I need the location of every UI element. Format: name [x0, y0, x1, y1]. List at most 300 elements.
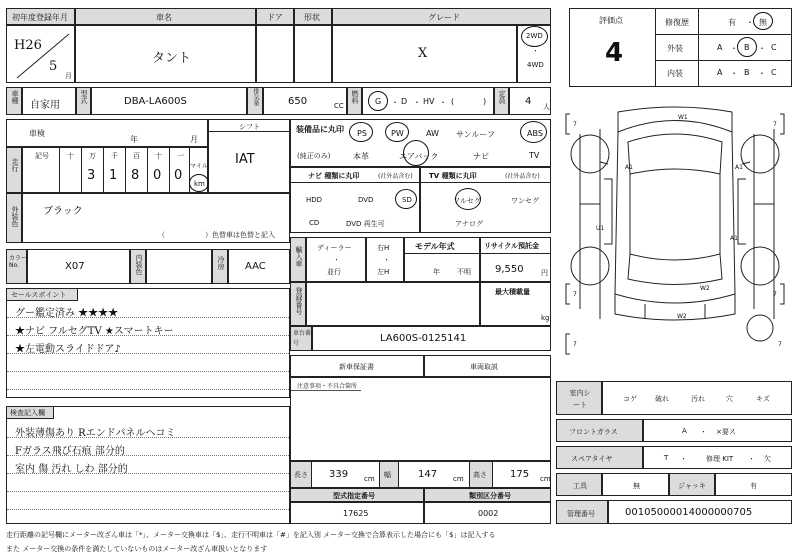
max-load-cell — [480, 282, 551, 326]
roof-pillars — [630, 174, 720, 254]
glass-label: フロントガラス — [569, 428, 618, 436]
label-w2-bottom: W2 — [677, 313, 687, 320]
category-value: 自家用 — [30, 100, 60, 111]
mileage-symbol-label: 記号 — [35, 152, 49, 160]
spare-dot2: ・ — [748, 455, 755, 463]
rule — [7, 389, 289, 390]
seat-kizu: キズ — [756, 395, 770, 403]
class-no-header — [424, 488, 551, 502]
color-value: ブラック — [43, 206, 83, 217]
tv-oneseg: ワンセグ — [511, 197, 539, 205]
height-header — [469, 462, 493, 487]
footer-line-1: 走行距離の記号欄にメーター改ざん車は「*」、メーター交換車は「$」、走行不明車は「#」を記入別 メーター交換で合算表示した場合にも「$」は記入する — [6, 531, 496, 539]
sales-points-tab — [7, 289, 78, 301]
class-no-cell — [424, 502, 551, 524]
unit-juu: 十 — [155, 152, 162, 160]
label-w2-right: W2 — [700, 285, 710, 292]
displacement-cell — [263, 87, 347, 115]
tv-fullseg-circle — [455, 188, 481, 210]
equip-tv: TV — [529, 151, 540, 160]
category-cell — [22, 87, 76, 115]
inspection-cell — [6, 119, 208, 147]
sales-points-box — [6, 288, 290, 398]
ac-header — [212, 249, 228, 284]
km-label: km — [194, 180, 205, 188]
recycle-divider — [481, 253, 550, 254]
fuel-d: D — [401, 97, 408, 106]
color-code-header — [6, 249, 27, 284]
length-value: 339 — [329, 469, 349, 480]
displacement-label: 排気量 — [252, 88, 259, 106]
tv-box — [420, 167, 551, 233]
seat-label: 室内シート — [569, 389, 591, 409]
jack-cell — [715, 473, 792, 496]
inspection-label: 車検 — [29, 129, 45, 138]
handle-dot: ・ — [383, 256, 390, 264]
nav-dvd: DVD — [358, 196, 374, 204]
equip-airbag: エアバック — [399, 152, 439, 161]
tv-fullseg: フルセグ — [453, 197, 481, 205]
jack-value: 有 — [750, 482, 757, 490]
inspector-line-3: 室内 傷 汚れ しわ 部分的 — [15, 464, 128, 475]
inspector-box — [6, 406, 290, 524]
fuel-cell — [362, 87, 494, 115]
label-u1: U1 — [596, 225, 605, 232]
length-header — [291, 462, 312, 487]
chassis-label: 車台番号 — [293, 330, 312, 347]
inspection-year: 年 — [130, 135, 138, 144]
mileage-label: 走行 — [11, 158, 19, 172]
width-header — [379, 462, 399, 487]
label-7-bottom-left: 7 — [573, 341, 577, 348]
seat-cell — [602, 381, 792, 415]
exterior-circle — [737, 37, 757, 57]
int-dot1: ・ — [730, 69, 738, 78]
drive-4wd: 4WD — [527, 61, 544, 69]
first-reg-label: 初年度登録年月 — [12, 13, 68, 22]
mile-label: マイル — [190, 163, 208, 170]
equip-abs-circle — [520, 121, 547, 143]
body-outline — [615, 121, 735, 304]
length-cm: cm — [364, 475, 375, 483]
unit-man: 万 — [89, 152, 96, 160]
wheel-rear-left — [571, 247, 609, 285]
seat-ana: 穴 — [726, 395, 733, 403]
chassis-value: LA600S-0125141 — [380, 333, 467, 344]
equipment-label: 装備品に丸印 — [296, 125, 344, 134]
class-no-value: 0002 — [478, 509, 499, 518]
equip-airbag-circle — [403, 140, 429, 166]
spare-none: 欠 — [764, 455, 771, 463]
digit-5: 0 — [174, 168, 183, 183]
color-code-label: カラーNo. — [9, 255, 28, 269]
unit-ichi: 一 — [177, 152, 184, 160]
jack-header — [669, 473, 715, 496]
first-reg-cell — [6, 25, 75, 83]
max-load-label: 最大積載量 — [495, 288, 530, 296]
glass-header — [556, 419, 643, 442]
repair-opt-yes: 有 — [728, 18, 736, 27]
label-7-bl: 7 — [573, 291, 577, 298]
equip-pw-circle — [385, 122, 409, 142]
car-name: タント — [152, 51, 192, 66]
seat-yabure: 破れ — [655, 395, 669, 403]
tv-divider — [421, 182, 550, 183]
shape-label: 形状 — [304, 13, 320, 22]
rule — [7, 509, 289, 510]
equip-ps: PS — [357, 129, 367, 138]
spare-dot1: ・ — [680, 455, 687, 463]
manual-cell — [424, 355, 551, 377]
model-year-unit: 年 — [433, 268, 440, 276]
height-value: 175 — [510, 469, 530, 480]
mileage-cell — [22, 147, 208, 193]
interior-color-cell — [146, 249, 212, 284]
shape-header — [294, 8, 332, 25]
unit-ten-man: 十 — [67, 152, 74, 160]
tools-value: 無 — [633, 482, 640, 490]
grade-label: グレード — [428, 13, 460, 22]
drive-cell — [517, 25, 551, 83]
seat-yogore: 汚れ — [691, 395, 705, 403]
label-7-br: 7 — [773, 291, 777, 298]
door-label: ドア — [267, 13, 283, 22]
displacement-header — [247, 87, 263, 115]
capacity-label: 定員 — [498, 90, 506, 104]
height-cm: cm — [540, 475, 551, 483]
equip-sunroof: サンルーフ — [456, 130, 495, 139]
int-b: B — [744, 68, 750, 77]
shift-divider — [209, 131, 289, 132]
rule — [7, 371, 289, 372]
ext-c: C — [771, 43, 777, 52]
wheel-front-right — [741, 135, 779, 173]
drive-dot: ・ — [532, 47, 539, 55]
ac-label: 冷房 — [217, 256, 225, 270]
digit-sep — [147, 148, 148, 192]
label-a1-bottom: A1 — [730, 235, 738, 242]
width-cm: cm — [453, 475, 464, 483]
fuel-paren-open: ( — [451, 97, 455, 106]
nav-sd-circle — [395, 189, 417, 209]
nav-cd: CD — [309, 219, 320, 227]
shift-value: IAT — [235, 152, 255, 167]
mgmt-cell — [608, 500, 792, 524]
equipment-box — [290, 119, 551, 167]
score-value: 4 — [605, 38, 624, 68]
wheel-rear-right — [741, 247, 779, 285]
mirrors — [600, 162, 750, 164]
int-a: A — [717, 68, 723, 77]
nav-sd: SD — [402, 196, 412, 204]
left-h: 左H — [377, 268, 390, 276]
shape-cell — [294, 25, 332, 83]
tools-cell — [602, 473, 669, 496]
inspector-line-2: Fガラス飛び石痕 部分的 — [15, 446, 125, 457]
interior-color-header — [130, 249, 146, 284]
width-label: 幅 — [384, 471, 391, 479]
color-code-cell — [27, 249, 130, 284]
grade-cell — [332, 25, 517, 83]
length-label: 長さ — [294, 471, 308, 479]
glass-cell — [643, 419, 792, 442]
type-no-label: 型式指定番号 — [333, 492, 375, 500]
equip-leather: 本革 — [353, 152, 369, 161]
fuel-dot2: ・ — [413, 98, 421, 107]
inspection-month: 月 — [190, 135, 198, 144]
height-label: 高さ — [473, 471, 487, 479]
right-side-outline — [754, 129, 774, 319]
category-header — [6, 87, 22, 115]
type-no-value: 17625 — [343, 509, 369, 518]
ext-a: A — [717, 43, 723, 52]
import-parallel: 並行 — [327, 268, 341, 276]
digit-4: 0 — [153, 168, 162, 183]
footer-line-2: また メーター交換の条件を満たしていないものはメーター改ざん車扱いとなります — [6, 545, 268, 553]
label-a1-left: A1 — [625, 164, 633, 171]
inspector-label: 検査記入欄 — [10, 409, 45, 417]
inspector-line-1: 外装薄傷あり Rエンドパネルヘコミ — [15, 428, 176, 439]
import-label: 輸入車 — [295, 246, 303, 267]
interior-color-label: 内装色 — [135, 254, 143, 275]
left-side-outline — [580, 129, 600, 319]
score-col-divider — [698, 9, 699, 86]
warranty-label: 新車保証書 — [339, 363, 374, 371]
score-divider-1 — [655, 34, 791, 35]
first-reg-header — [6, 8, 75, 25]
inspector-tab — [7, 407, 54, 419]
nav-divider — [291, 182, 419, 183]
label-w1: W1 — [678, 114, 688, 121]
nav-sub: (社外品含む) — [378, 173, 413, 180]
fuel-header — [347, 87, 362, 115]
registration-cell — [306, 282, 480, 326]
fuel-g-circle — [368, 91, 388, 111]
equip-ps-circle — [349, 122, 373, 142]
mileage-header — [6, 147, 22, 193]
glass-a: A — [682, 427, 687, 435]
tools-label: 工具 — [573, 482, 587, 490]
interior-label: 内装 — [667, 69, 683, 78]
sales-line-3: ★左電動スライドドア♪ — [15, 344, 121, 355]
tv-header: TV 種類に丸印 — [429, 172, 477, 180]
yen-unit: 円 — [541, 269, 548, 277]
capacity-unit: 人 — [543, 103, 550, 111]
sales-line-1: グー鑑定済み ★★★★ — [15, 308, 119, 319]
color-label: 外装色 — [11, 206, 19, 227]
ac-cell — [228, 249, 290, 284]
capacity-value: 4 — [525, 96, 532, 107]
dims-row — [290, 461, 551, 488]
model-year-divider — [405, 253, 479, 254]
wheel-front-left — [571, 135, 609, 173]
ac-value: AAC — [245, 261, 266, 272]
import-dealer-cell — [306, 237, 366, 282]
tv-analog: アナログ — [455, 220, 483, 228]
equip-navi: ナビ — [473, 152, 489, 161]
km-circle — [189, 174, 209, 192]
registration-header — [290, 282, 306, 326]
equipment-sub: (純正のみ) — [297, 152, 331, 160]
spare-t: T — [664, 454, 669, 462]
mgmt-value: 00105000014000000705 — [625, 507, 753, 518]
rear-bumper — [615, 294, 735, 320]
score-label: 評価点 — [599, 16, 623, 25]
type-no-cell — [290, 502, 424, 524]
mgmt-header — [556, 500, 608, 524]
registration-label: 登録番号 — [295, 287, 303, 315]
import-dot: ・ — [333, 256, 340, 264]
import-dealer: ディーラー — [317, 244, 352, 252]
nav-dvd-play: DVD 再生可 — [346, 220, 385, 228]
digit-sep — [81, 148, 82, 192]
label-7-tl: 7 — [573, 121, 577, 128]
grade-value: X — [418, 46, 428, 61]
repair-label: 修復歴 — [665, 18, 689, 27]
seat-koge: コゲ — [623, 395, 637, 403]
color-header — [6, 193, 22, 243]
digit-sep — [125, 148, 126, 192]
ext-dot1: ・ — [730, 44, 738, 53]
digit-sep — [103, 148, 104, 192]
jack-label: ジャッキ — [678, 482, 706, 490]
sales-line-2: ★ナビ フルセグTV ★スマートキー — [15, 326, 174, 337]
spare-header — [556, 446, 643, 469]
unit-hyaku: 百 — [133, 152, 140, 160]
shift-cell — [208, 119, 290, 193]
bracket-top — [566, 114, 784, 134]
fuel-dot3: ・ — [439, 98, 447, 107]
digit-1: 3 — [87, 168, 96, 183]
digit-2: 1 — [109, 168, 118, 183]
spare-kit: 修理 KIT — [706, 455, 734, 463]
door-header — [256, 8, 294, 25]
repair-opt-dot: ・ — [746, 18, 754, 27]
notes-label: 注意事項・不具合箇所 — [297, 383, 358, 390]
model-label: 型式 — [80, 90, 88, 104]
seat-header — [556, 381, 602, 415]
nav-header: ナビ 種類に丸印 — [308, 172, 360, 180]
equip-abs: ABS — [527, 129, 543, 138]
import-header — [290, 237, 306, 282]
recycle-value: 9,550 — [495, 264, 524, 275]
fuel-paren-close: ) — [483, 97, 487, 106]
unit-sen: 千 — [111, 152, 118, 160]
capacity-header — [494, 87, 509, 115]
first-reg-month: 5 — [49, 59, 58, 74]
glass-replace: ×要ス — [716, 428, 736, 436]
front-bumper — [618, 107, 732, 132]
cc-unit: CC — [334, 102, 344, 110]
manual-label: 車両取説 — [470, 363, 498, 371]
door-lines — [604, 179, 746, 244]
drive-2wd-circle — [521, 26, 548, 47]
tools-header — [556, 473, 602, 496]
ext-dot2: ・ — [758, 44, 766, 53]
model-year-label: モデル年式 — [415, 242, 455, 251]
nav-hdd: HDD — [306, 196, 323, 204]
exterior-label: 外装 — [667, 44, 683, 53]
fuel-g: G — [375, 97, 382, 106]
width-value: 147 — [418, 469, 438, 480]
month-unit: 月 — [65, 72, 72, 80]
car-damage-diagram — [560, 104, 794, 374]
fuel-hv: HV — [423, 97, 435, 106]
extra-circle — [747, 315, 773, 341]
model-year-value: 不明 — [457, 268, 471, 276]
car-name-cell — [75, 25, 256, 83]
model-cell — [91, 87, 247, 115]
digit-3: 8 — [131, 168, 140, 183]
repair-circle — [753, 12, 773, 30]
equip-pw: PW — [391, 129, 404, 138]
nav-box — [290, 167, 420, 233]
shift-label: シフト — [239, 123, 260, 131]
recycle-cell — [480, 237, 551, 282]
model-year-cell — [404, 237, 480, 282]
int-dot2: ・ — [758, 69, 766, 78]
rear-details — [645, 304, 705, 319]
model-value: DBA-LA600S — [124, 96, 187, 107]
drive-2wd: 2WD — [526, 32, 543, 40]
capacity-cell — [509, 87, 551, 115]
glass-dot: ・ — [700, 428, 707, 436]
repair-opt-no: 無 — [759, 18, 767, 27]
spare-cell — [643, 446, 792, 469]
right-h: 右H — [377, 244, 390, 252]
score-main — [570, 9, 656, 86]
grade-header — [332, 8, 551, 25]
ext-b: B — [744, 43, 750, 52]
label-a1-right: A1 — [735, 164, 743, 171]
rear-window — [628, 254, 722, 285]
label-7-tr: 7 — [773, 121, 777, 128]
car-name-label: 車名 — [156, 13, 172, 22]
chassis-header — [290, 326, 312, 351]
handle-cell — [366, 237, 404, 282]
class-no-label: 類別区分番号 — [469, 492, 511, 500]
color-paren: （ — [158, 231, 165, 239]
sales-points-label: セールスポイント — [11, 291, 67, 299]
score-box — [569, 8, 792, 87]
displacement-value: 650 — [288, 96, 308, 107]
kg-unit: kg — [541, 314, 550, 322]
digit-sep — [59, 148, 60, 192]
car-name-header — [75, 8, 256, 25]
notes-tab-line — [291, 390, 361, 391]
tv-sub: (社外品含む) — [505, 173, 540, 180]
spare-label: スペアタイヤ — [571, 455, 613, 463]
rule — [7, 491, 289, 492]
windshield — [628, 134, 722, 174]
equip-aw: AW — [426, 129, 439, 138]
warranty-cell — [290, 355, 424, 377]
bracket-bottom-left — [566, 334, 570, 354]
score-divider-2 — [655, 60, 791, 61]
recycle-label: リサイクル預託金 — [484, 242, 540, 250]
type-no-header — [290, 488, 424, 502]
fuel-label: 燃料 — [351, 90, 359, 104]
door-cell — [256, 25, 294, 83]
model-header — [76, 87, 91, 115]
digit-sep — [169, 148, 170, 192]
category-label: 車種 — [11, 90, 19, 104]
int-c: C — [771, 68, 777, 77]
chassis-cell — [312, 326, 551, 351]
color-cell — [22, 193, 290, 243]
first-reg-year: H26 — [14, 38, 42, 53]
fuel-dot1: ・ — [391, 98, 399, 107]
